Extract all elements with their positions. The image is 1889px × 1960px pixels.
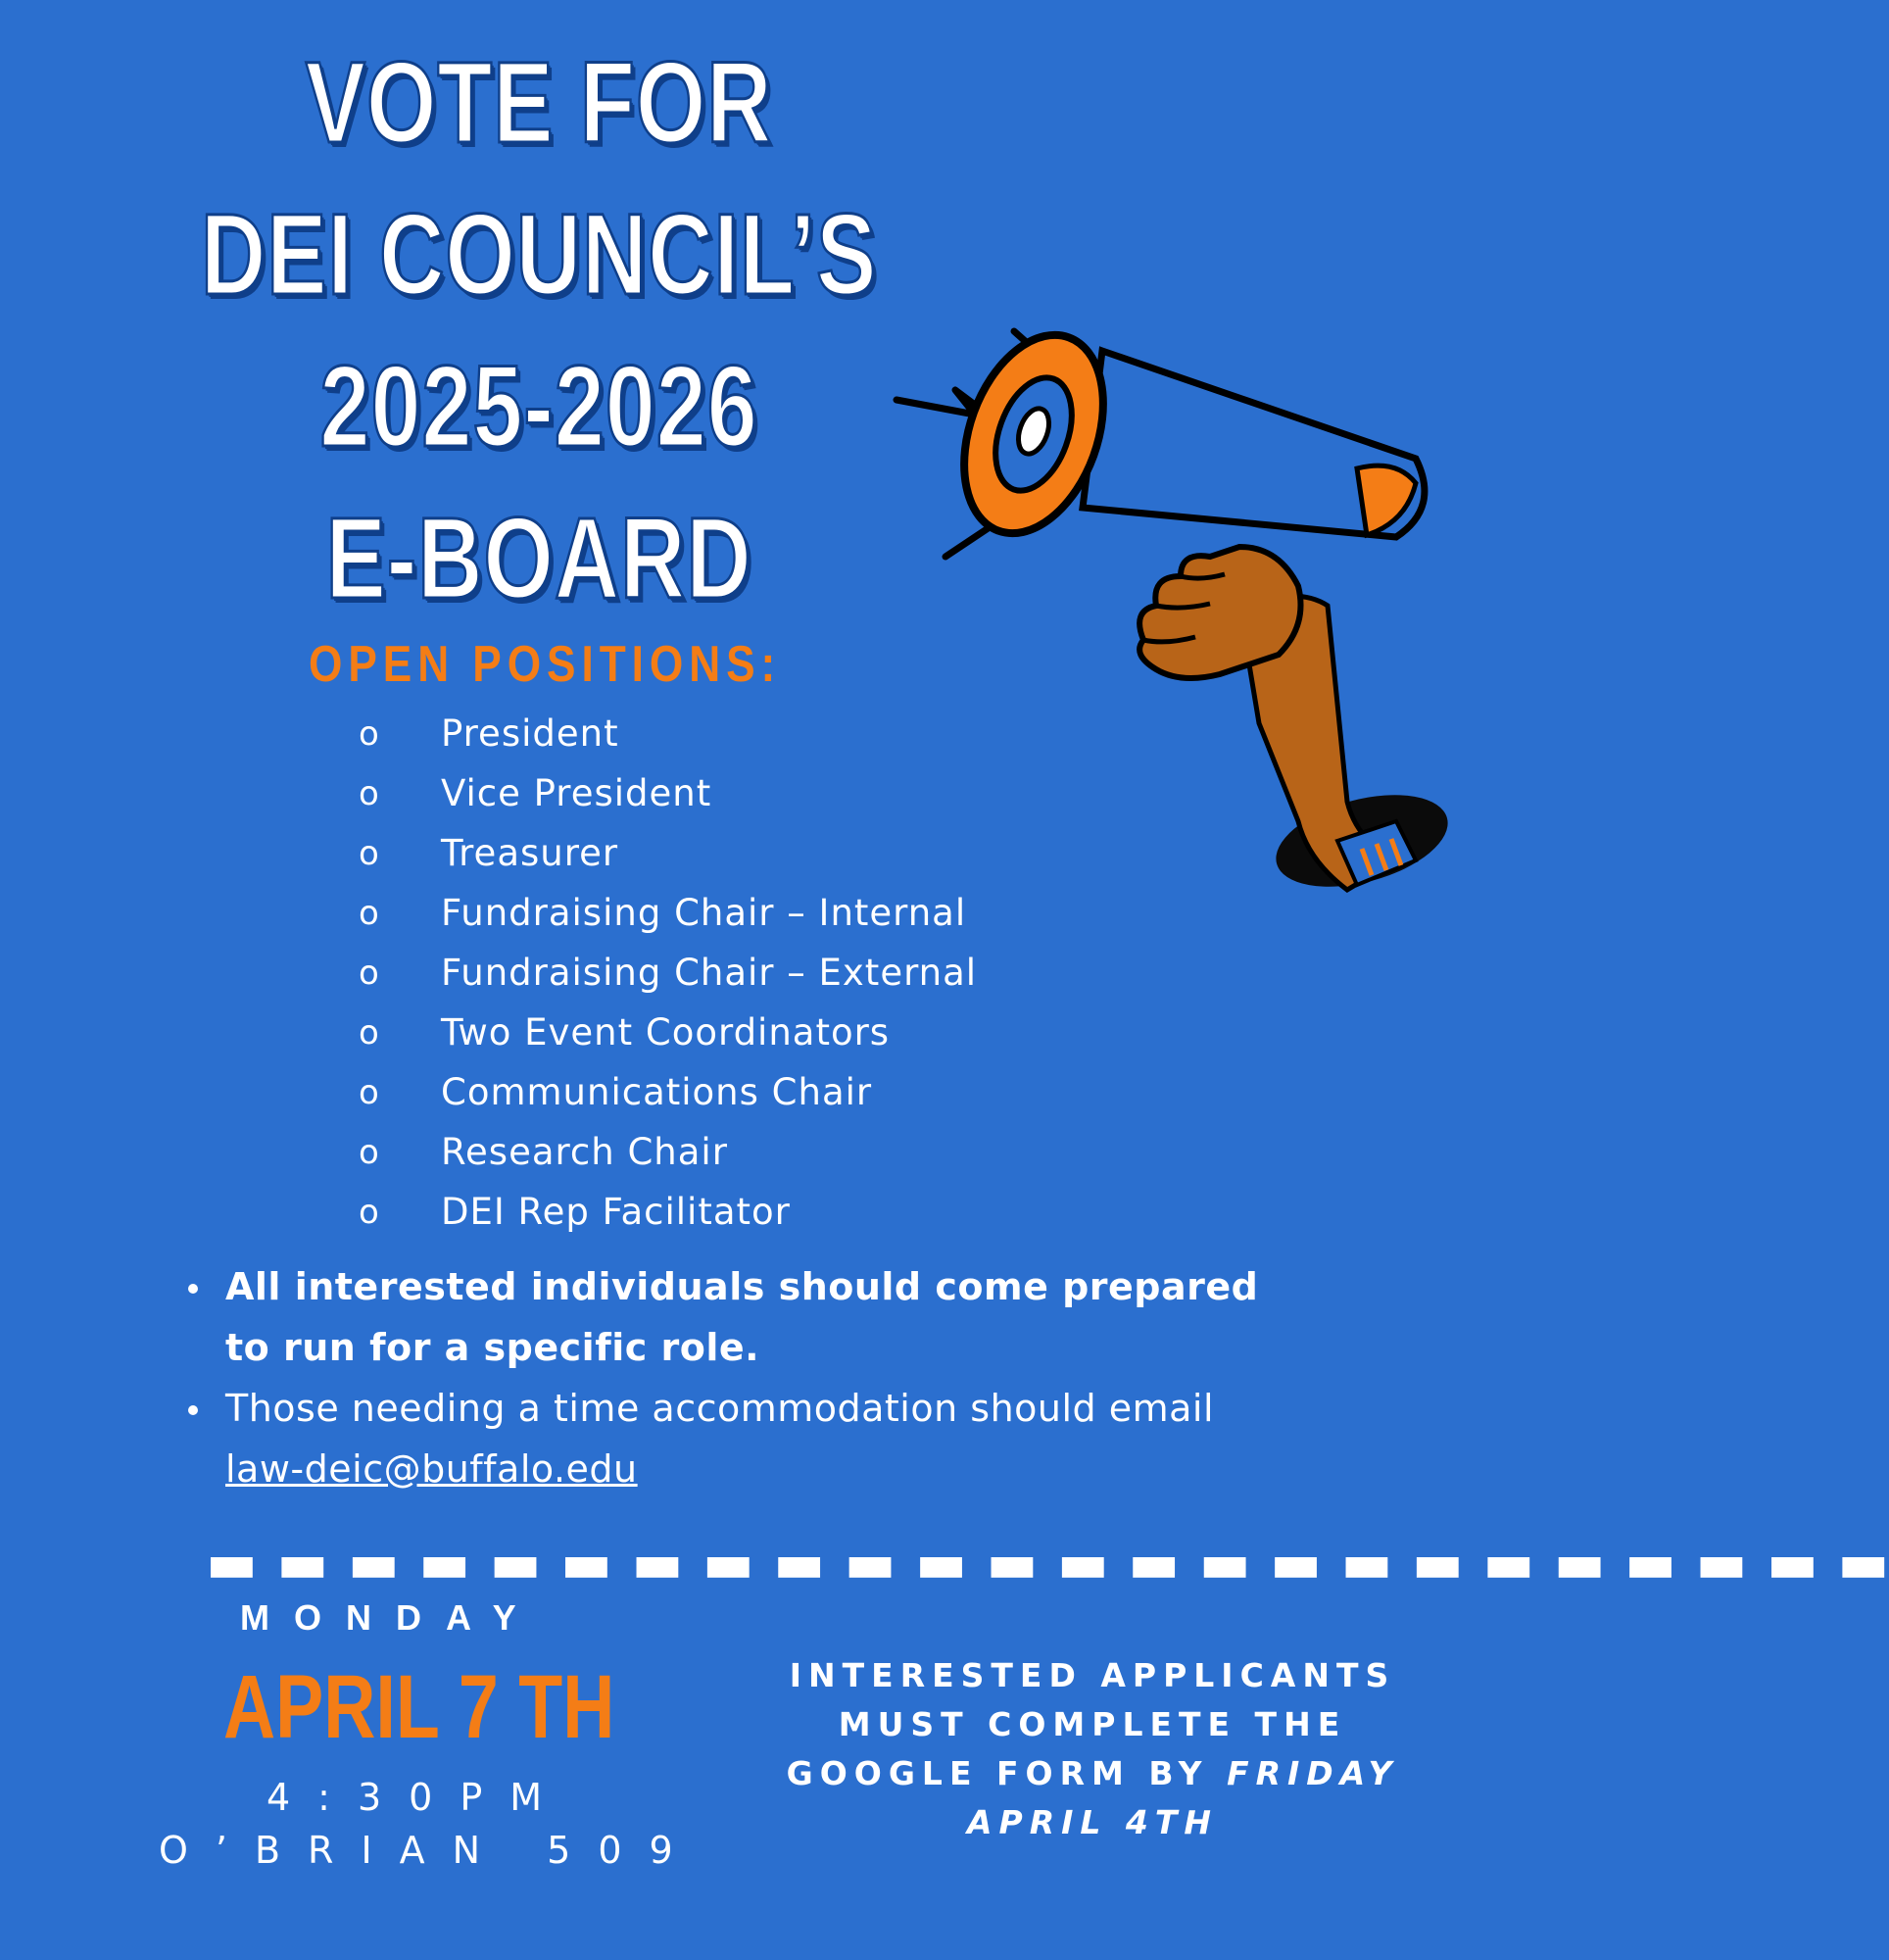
application-deadline bbox=[774, 1651, 1411, 1847]
list-item bbox=[359, 1003, 977, 1062]
position-label: President bbox=[441, 712, 619, 755]
position-label: Vice President bbox=[441, 772, 712, 814]
position-label: Communications Chair bbox=[441, 1071, 873, 1113]
hollow-bullet-icon: o bbox=[359, 1012, 380, 1053]
deadline-text: INTERESTED APPLICANTS MUST COMPLETE THE GOOGLE FORM BY bbox=[786, 1656, 1396, 1792]
list-item bbox=[359, 1122, 977, 1182]
position-label: Two Event Coordinators bbox=[441, 1011, 891, 1054]
poster-title bbox=[119, 27, 959, 635]
hollow-bullet-icon: o bbox=[359, 833, 380, 873]
list-item bbox=[359, 943, 977, 1003]
open-positions-heading: OPEN POSITIONS: bbox=[309, 636, 782, 693]
list-item bbox=[359, 1062, 977, 1122]
hollow-bullet-icon: o bbox=[359, 893, 380, 933]
position-label: DEI Rep Facilitator bbox=[441, 1191, 791, 1233]
hollow-bullet-icon: o bbox=[359, 1072, 380, 1112]
event-date: APRIL 7 TH bbox=[223, 1657, 615, 1757]
event-time: 4:30PM bbox=[266, 1776, 570, 1819]
hollow-bullet-icon: o bbox=[359, 713, 380, 754]
notes-list bbox=[186, 1256, 1293, 1499]
deadline-date: FRIDAY APRIL 4TH bbox=[966, 1754, 1399, 1841]
hollow-bullet-icon: o bbox=[359, 773, 380, 813]
dashed-divider: ▬ ▬ ▬ ▬ ▬ ▬ ▬ ▬ ▬ ▬ ▬ ▬ ▬ ▬ ▬ ▬ ▬ ▬ ▬ ▬ ▬ ▬ ▬ ▬ bbox=[206, 1531, 1889, 1595]
list-item bbox=[359, 763, 977, 823]
list-item bbox=[359, 823, 977, 883]
list-item bbox=[359, 1182, 977, 1242]
positions-list bbox=[359, 704, 977, 1242]
position-label: Treasurer bbox=[441, 832, 619, 874]
title-line-4: E-BOARD bbox=[325, 494, 752, 623]
note-accommodation bbox=[186, 1378, 1293, 1499]
position-label: Research Chair bbox=[441, 1131, 728, 1173]
hollow-bullet-icon: o bbox=[359, 1132, 380, 1172]
hollow-bullet-icon: o bbox=[359, 953, 380, 993]
list-item bbox=[359, 883, 977, 943]
position-label: Fundraising Chair – External bbox=[441, 952, 978, 994]
event-location: O’BRIAN 509 bbox=[159, 1829, 701, 1872]
title-line-3: 2025-2026 bbox=[319, 342, 758, 471]
position-label: Fundraising Chair – Internal bbox=[441, 892, 967, 934]
note-prepare: All interested individuals should come prepared to run for a specific role. bbox=[186, 1256, 1293, 1378]
list-item bbox=[359, 704, 977, 763]
title-line-1: VOTE FOR bbox=[305, 38, 773, 168]
note-accommodation-text: Those needing a time accommodation should email bbox=[225, 1387, 1215, 1430]
email-link[interactable]: law-deic@buffalo.edu bbox=[225, 1447, 638, 1491]
title-line-2: DEI COUNCIL’S bbox=[200, 190, 878, 319]
event-day: MONDAY bbox=[240, 1597, 541, 1638]
hollow-bullet-icon: o bbox=[359, 1192, 380, 1232]
